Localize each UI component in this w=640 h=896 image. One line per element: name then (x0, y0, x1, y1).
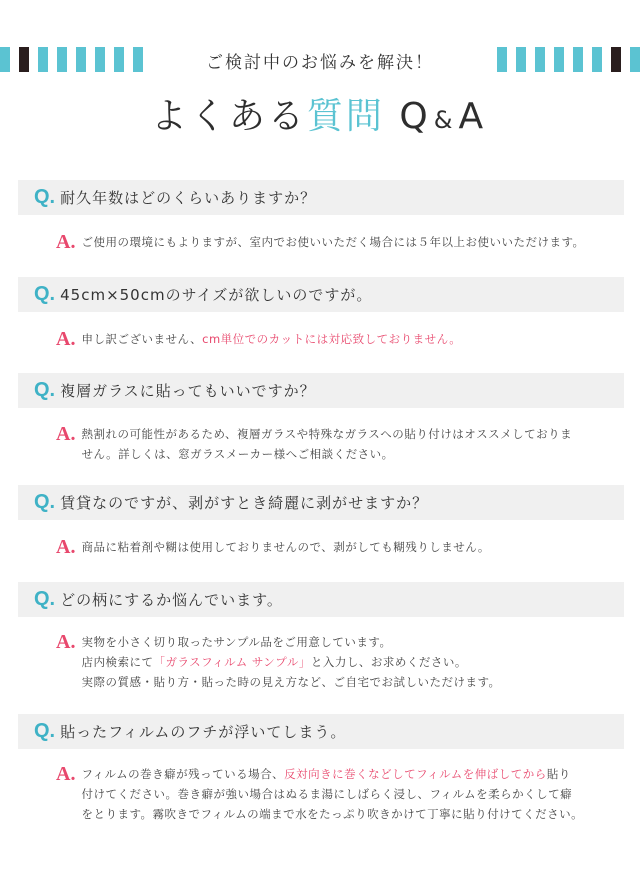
answer (18, 632, 624, 692)
question-mark: Q. (34, 720, 56, 742)
question-bar (18, 180, 624, 215)
question-text: どの柄にするか悩んでいます。 (60, 591, 283, 609)
answer-line (81, 652, 500, 672)
faq-item (18, 714, 624, 824)
answer-text (81, 537, 489, 557)
answer-segment: 申し訳ございません、 (81, 332, 203, 346)
answer-mark: A. (56, 328, 76, 350)
answer-segment: 実際の質感・貼り方・貼った時の見え方など、ご自宅でお試しいただけます。 (81, 675, 501, 689)
answer-line (81, 784, 583, 804)
answer-mark: A. (56, 231, 76, 253)
faq-item (18, 373, 624, 464)
answer (18, 232, 624, 252)
answer-segment: 付けてください。巻き癖が強い場合はぬるま湯にしばらく浸し、フィルムを柔らかくして癖 (81, 787, 573, 801)
answer-segment: をとります。霧吹きでフィルムの端まで水をたっぷり吹きかけて丁寧に貼り付けてください。 (81, 807, 584, 821)
question-text: 45cm×50cmのサイズが欲しいのですが。 (60, 286, 373, 304)
answer (18, 537, 624, 557)
title-q: Q (399, 96, 434, 137)
answer (18, 764, 624, 824)
page-title (0, 88, 640, 139)
answer-text (81, 329, 461, 349)
answer-line (81, 804, 583, 824)
question-mark: Q. (34, 491, 56, 513)
title-prefix: よくある (150, 96, 307, 137)
question-mark: Q. (34, 283, 56, 305)
answer-segment: 店内検索にて (81, 655, 154, 669)
faq-item (18, 180, 624, 252)
answer-highlight: 「ガラスフィルム サンプル」 (153, 655, 311, 669)
answer-text (81, 424, 572, 464)
question-text: 貼ったフィルムのフチが浮いてしまう。 (60, 723, 347, 741)
question-text: 賃貸なのですが、剥がすとき綺麗に剥がせますか？ (60, 494, 429, 512)
answer-line (81, 424, 572, 444)
question-mark: Q. (34, 379, 56, 401)
answer-line (81, 672, 500, 692)
answer-mark: A. (56, 536, 76, 558)
answer-text (81, 632, 500, 692)
question-text: 耐久年数はどのくらいありますか？ (60, 189, 317, 207)
question-mark: Q. (34, 588, 56, 610)
answer-highlight: 反対向きに巻くなどしてフィルムを伸ばしてから (284, 767, 547, 781)
answer-segment: 熱割れの可能性があるため、複層ガラスや特殊なガラスへの貼り付けはオススメしておりま (81, 427, 573, 441)
question-bar (18, 582, 624, 617)
question-bar (18, 485, 624, 520)
answer-mark: A. (56, 423, 76, 445)
answer-segment: 貼り (546, 767, 571, 781)
answer (18, 329, 624, 349)
answer-segment: せん。詳しくは、窓ガラスメーカー様へご相談ください。 (81, 447, 394, 461)
page-subtitle: ご検討中のお悩みを解決！ (206, 53, 434, 73)
title-a: A (458, 96, 490, 137)
answer-segment: 商品に粘着剤や糊は使用しておりませんので、剥がしても糊残りしません。 (81, 540, 490, 554)
answer-highlight: cm単位でのカットには対応致しておりません。 (202, 332, 462, 346)
question-text: 複層ガラスに貼ってもいいですか？ (60, 382, 316, 400)
answer-line (81, 632, 500, 652)
answer-line (81, 764, 583, 784)
faq-item (18, 485, 624, 557)
title-amp: & (433, 106, 459, 134)
answer-mark: A. (56, 763, 76, 785)
answer-segment: フィルムの巻き癖が残っている場合、 (81, 767, 285, 781)
answer-line (81, 329, 461, 349)
answer-line (81, 444, 572, 464)
answer-line (81, 232, 584, 252)
answer-line (81, 537, 489, 557)
faq-item (18, 277, 624, 349)
question-bar (18, 373, 624, 408)
question-mark: Q. (34, 186, 56, 208)
answer-segment: と入力し、お求めください。 (310, 655, 467, 669)
question-bar (18, 714, 624, 749)
answer-text (81, 232, 584, 252)
answer-mark: A. (56, 631, 76, 653)
answer (18, 424, 624, 464)
faq-item (18, 582, 624, 692)
answer-segment: ご使用の環境にもよりますが、室内でお使いいただく場合には５年以上お使いいただけます。 (81, 235, 585, 249)
answer-text (81, 764, 583, 824)
title-accent: 質問 (306, 96, 385, 137)
question-bar (18, 277, 624, 312)
answer-segment: 実物を小さく切り取ったサンプル品をご用意しています。 (81, 635, 392, 649)
